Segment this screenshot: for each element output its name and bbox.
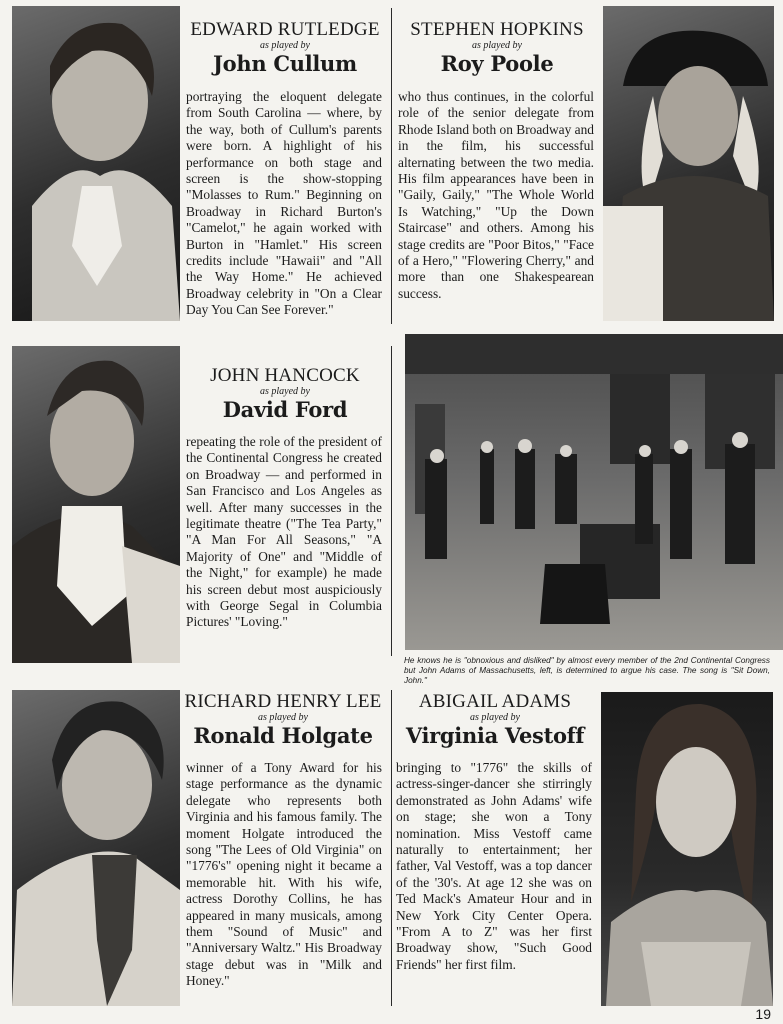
as-played-by-label: as played by bbox=[472, 40, 522, 51]
entry-hopkins-bio: who thus continues, in the colorful role of the senior delegate from Rhode Island both on Broadway and in the film, his successful alternating between the two media. His film appearances have been in "Gaily, Gaily," "The Whole World Is Watching," "Up the Down Staircase" and others. Among his stage credits are "Poor Bitos," "Face of a Hero," "Flowering Cherry," and more than one Shakespearean success. bbox=[398, 89, 594, 301]
entry-lee-heading bbox=[180, 692, 386, 748]
actor-name: David Ford bbox=[222, 397, 348, 422]
role-name: STEPHEN HOPKINS bbox=[410, 19, 584, 40]
photo-congress-scene bbox=[405, 334, 783, 650]
entry-adams-bio: bringing to "1776" the skills of actress-singer-dancer she stirringly demonstrated as John Adams' wife on stage; she won a Tony nomination. Miss Vestoff came naturally to entertainment; her father, Val Vestoff, was a top dancer of the '30's. At age 12 she was on Ted Mack's Amateur Hour and in New York City Center Opera. "From A to Z" was her first Broadway show, "Such Good Friends" her first film. bbox=[396, 760, 592, 972]
entry-adams-heading bbox=[394, 692, 596, 748]
entry-hancock-bio: repeating the role of the president of the Continental Congress he created on Broadway — and performed in San Francisco and Los Angeles as well. After many successes in the legitimate theatre ("The Tea Party," "A Man For All Seasons," "A Majority of One" and "Middle of the Night," for example) he made his screen debut most auspiciously with George Segal in Columbia Pictures' "Loving." bbox=[186, 434, 382, 630]
entry-hancock-heading bbox=[184, 366, 386, 422]
role-name: EDWARD RUTLEDGE bbox=[190, 19, 380, 40]
actor-name: John Cullum bbox=[213, 51, 357, 76]
as-played-by-label: as played by bbox=[260, 40, 310, 51]
entry-hopkins-heading bbox=[396, 20, 598, 76]
column-divider-middle bbox=[391, 346, 392, 656]
photo-caption: He knows he is "obnoxious and disliked" by almost every member of the 2nd Continental Congress but John Adams of Massachusetts, left, is determined to argue his case. The song is "Sit Down, John." bbox=[404, 656, 770, 685]
actor-name: Virginia Vestoff bbox=[405, 723, 585, 748]
page-number: 19 bbox=[755, 1006, 771, 1022]
actor-name: Ronald Holgate bbox=[193, 723, 373, 748]
entry-rutledge-heading bbox=[184, 20, 386, 76]
role-name: ABIGAIL ADAMS bbox=[418, 691, 572, 712]
photo-ronald-holgate bbox=[12, 690, 180, 1006]
as-played-by-label: as played by bbox=[258, 712, 308, 723]
entry-lee-bio: winner of a Tony Award for his stage performance as the dynamic delegate who represents both Virginia and his famous family. The moment Holgate introduced the song "The Lees of Old Virginia" on "1776's" opening night it became a memorable hit. With his wife, actress Dorothy Collins, he has appeared in many musicals, among them "Sound of Music" and "Anniversary Waltz." His Broadway stage debut was in "Milk and Honey." bbox=[186, 760, 382, 989]
entry-rutledge-bio: portraying the eloquent delegate from South Carolina — where, by the way, both of Cullum's parents were born. A highlight of his performance on both stage and screen is the show-stopping "Molasses to Rum." Beginning on Broadway in Richard Burton's "Camelot," he again worked with Burton in "Hamlet." His screen credits include "Hawaii" and "All the Way Home." He achieved Broadway celebrity in "On a Clear Day You Can See Forever." bbox=[186, 89, 382, 318]
as-played-by-label: as played by bbox=[260, 386, 310, 397]
column-divider-bottom bbox=[391, 690, 392, 1006]
photo-david-ford bbox=[12, 346, 180, 663]
role-name: JOHN HANCOCK bbox=[210, 365, 360, 386]
photo-virginia-vestoff bbox=[601, 692, 773, 1006]
role-name: RICHARD HENRY LEE bbox=[184, 691, 382, 712]
photo-roy-poole bbox=[603, 6, 774, 321]
photo-john-cullum bbox=[12, 6, 180, 321]
column-divider-top bbox=[391, 8, 392, 324]
actor-name: Roy Poole bbox=[440, 51, 554, 76]
as-played-by-label: as played by bbox=[470, 712, 520, 723]
